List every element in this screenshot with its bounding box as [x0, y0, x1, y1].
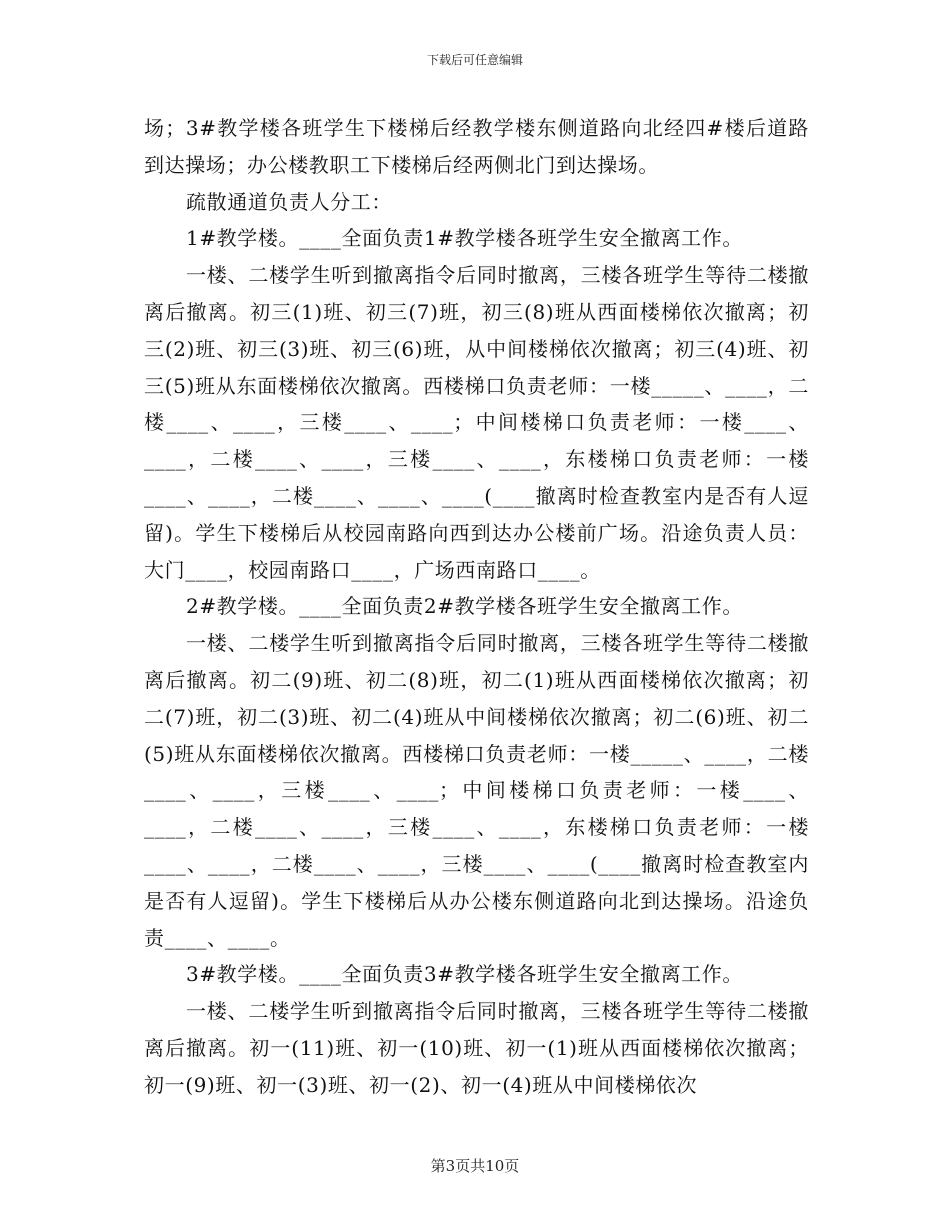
paragraph-building-3-title: 3#教学楼。____全面负责3#教学楼各班学生安全撤离工作。 — [186, 962, 743, 987]
paragraph-assignment-heading: 疏散通道负责人分工： — [186, 189, 392, 214]
paragraph-building-1-title: 1#教学楼。____全面负责1#教学楼各班学生安全撤离工作。 — [186, 226, 743, 251]
paragraph-building-1-details: 一楼、二楼学生听到撤离指令后同时撤离，三楼各班学生等待二楼撤离后撤离。初三(1)班、初三(7)班，初三(8)班从西面楼梯依次撤离；初三(2)班、初三(3)班、初三(6)班，从中间楼梯依次撤离；初三(4)班、初三(5)班从东面楼梯依次撤离。西楼梯口负责老师：一楼_____、____，二楼____、____，三楼____、____；中间楼梯口负责老师：一楼____、____，二楼____、____，三楼____、____，东楼梯口负责老师：一楼____、____，二楼____、____、____(____撤离时检查教室内是否有人逗留)。学生下楼梯后从校园南路向西到达办公楼前广场。沿途负责人员：大门____，校园南路口____，广场西南路口____。 — [144, 263, 809, 582]
paragraph-continuation: 场；3#教学楼各班学生下楼梯后经教学楼东侧道路向北经四#楼后道路到达操场；办公楼教职工下楼梯后经两侧北门到达操场。 — [144, 116, 809, 177]
paragraph-building-2-details: 一楼、二楼学生听到撤离指令后同时撤离，三楼各班学生等待二楼撤离后撤离。初二(9)班、初二(8)班，初二(1)班从西面楼梯依次撤离；初二(7)班，初二(3)班、初二(4)班从中间楼梯依次撤离；初二(6)班、初二(5)班从东面楼梯依次撤离。西楼梯口负责老师：一楼_____、____，二楼____、____，三楼____、____；中间楼梯口负责老师：一楼____、____，二楼____、____，三楼____、____，东楼梯口负责老师：一楼____、____，二楼____、____，三楼____、____(____撤离时检查教室内是否有人逗留)。学生下楼梯后从办公楼东侧道路向北到达操场。沿途负责____、____。 — [144, 631, 809, 950]
paragraph-building-3-details: 一楼、二楼学生听到撤离指令后同时撤离，三楼各班学生等待二楼撤离后撤离。初一(11)班、初一(10)班、初一(1)班从西面楼梯依次撤离；初一(9)班、初一(3)班、初一(2)、初一(4)班从中间楼梯依次 — [144, 999, 809, 1097]
page-header-note: 下载后可任意编辑 — [426, 53, 523, 67]
document-body — [144, 110, 809, 1104]
paragraph-building-2-title: 2#教学楼。____全面负责2#教学楼各班学生安全撤离工作。 — [186, 594, 743, 619]
page-number: 第3页共10页 — [430, 1157, 520, 1175]
